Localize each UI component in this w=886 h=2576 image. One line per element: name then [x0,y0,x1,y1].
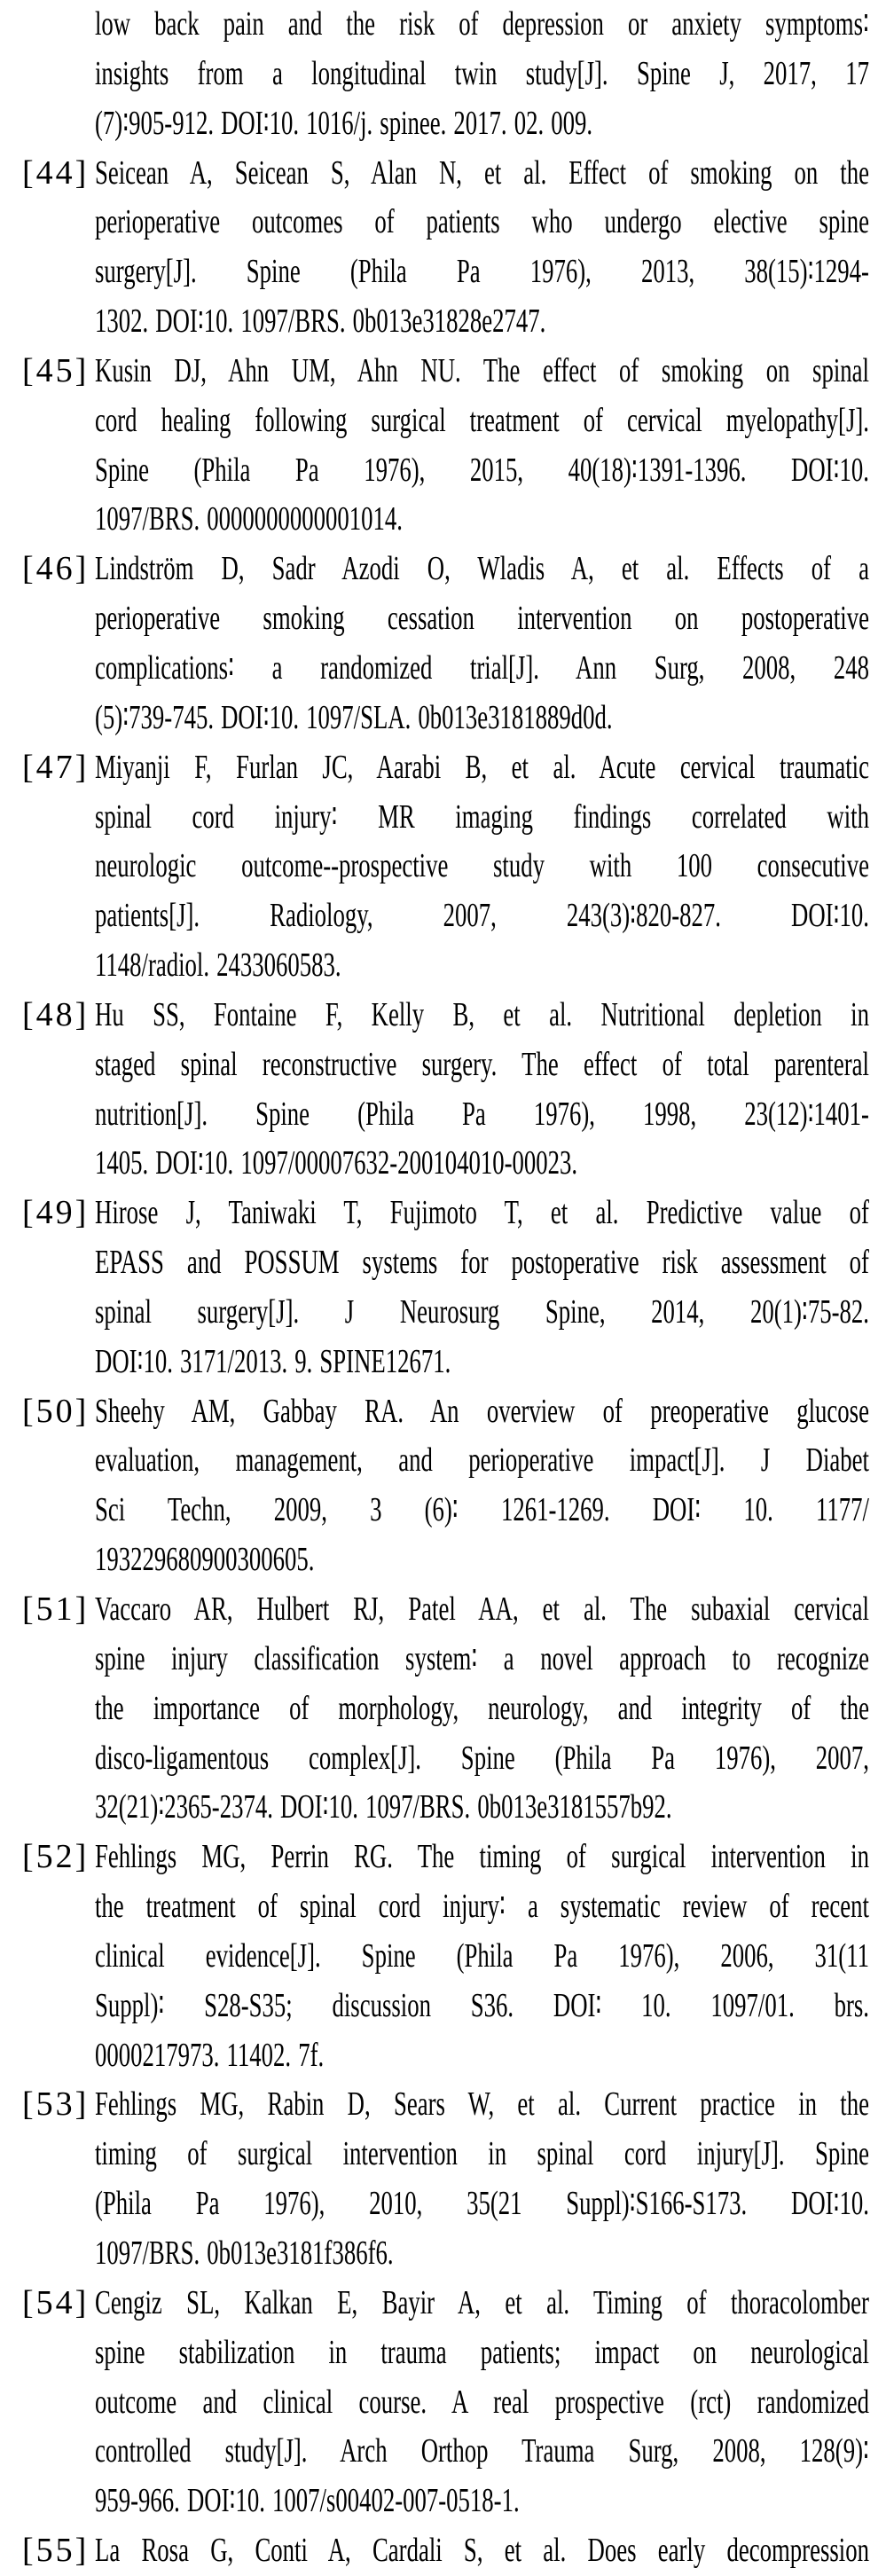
reference-line: surgery[J]. Spine (Phila Pa 1976), 2013, 38(15)∶1294- [95,253,869,291]
reference-entry [0,2526,886,2576]
reference-number: [55] [22,2532,90,2570]
reference-entry [0,2080,886,2278]
reference-line: Hirose J, Taniwaki T, Fujimoto T, et al. Predictive value of [95,1194,869,1232]
reference-line: perioperative outcomes of patients who undergo elective spine [95,203,869,241]
reference-line: the importance of morphology, neurology, and integrity of the [95,1689,869,1727]
reference-line: low back pain and the risk of depression or anxiety symptoms∶ [95,5,869,43]
reference-text [95,1833,869,2080]
reference-line: 1097/BRS. 0b013e3181f386f6. [95,2234,394,2272]
reference-line: clinical evidence[J]. Spine (Phila Pa 1976), 2006, 31(11 [95,1936,869,1975]
reference-line: disco-ligamentous complex[J]. Spine (Phila Pa 1976), 2007, [95,1739,869,1777]
reference-number: [51] [22,1590,90,1628]
reference-line: spinal cord injury∶ MR imaging findings correlated with [95,797,869,836]
reference-text [95,991,869,1189]
reference-line: DOI∶10. 3171/2013. 9. SPINE12671. [95,1342,451,1380]
reference-line: spine stabilization in trauma patients; impact on neurological [95,2333,869,2371]
reference-line: nutrition[J]. Spine (Phila Pa 1976), 1998, 23(12)∶1401- [95,1095,869,1133]
reference-number: [52] [22,1838,90,1876]
reference-text [95,1585,869,1833]
reference-entry [0,1833,886,2080]
reference-line: (Phila Pa 1976), 2010, 35(21 Suppl)∶S166-S173. DOI∶10. [95,2185,869,2223]
reference-line: outcome and clinical course. A real prospective (rct) randomized [95,2383,869,2421]
reference-text [95,2526,869,2576]
reference-line: Seicean A, Seicean S, Alan N, et al. Effect of smoking on the [95,153,869,192]
reference-line: Spine (Phila Pa 1976), 2015, 40(18)∶1391-1396. DOI∶10. [95,451,869,489]
reference-text [95,1189,869,1386]
reference-number: [45] [22,351,90,389]
reference-text [95,743,869,991]
reference-text [95,2279,869,2526]
reference-line: (7)∶905-912. DOI∶10. 1016/j. spinee. 2017. 02. 009. [95,104,593,142]
reference-line: La Rosa G, Conti A, Cardali S, et al. Does early decompression [95,2532,869,2570]
reference-line: staged spinal reconstructive surgery. The effect of total parenteral [95,1045,869,1083]
reference-line: 0000217973. 11402. 7f. [95,2036,325,2074]
reference-line: insights from a longitudinal twin study[J]. Spine J, 2017, 17 [95,54,869,92]
reference-line: Hu SS, Fontaine F, Kelly B, et al. Nutritional depletion in [95,995,869,1033]
reference-number: [48] [22,995,90,1033]
reference-number: [46] [22,550,90,588]
reference-entry [0,545,886,742]
reference-line: EPASS and POSSUM systems for postoperative risk assessment of [95,1244,869,1282]
reference-entry [0,149,886,347]
reference-line: complications∶ a randomized trial[J]. Ann Surg, 2008, 248 [95,648,869,687]
reference-text [95,347,869,545]
reference-line: 1148/radiol. 2433060583. [95,946,341,985]
reference-entry [0,0,886,149]
reference-text [95,2080,869,2278]
reference-line: evaluation, management, and perioperative impact[J]. J Diabet [95,1441,869,1480]
reference-line: Kusin DJ, Ahn UM, Ahn NU. The effect of smoking on spinal [95,351,869,389]
reference-number: [53] [22,2085,90,2124]
reference-line: 32(21)∶2365-2374. DOI∶10. 1097/BRS. 0b013e3181557b92. [95,1788,672,1826]
reference-entry [0,1189,886,1386]
reference-text [95,545,869,742]
reference-line: 1097/BRS. 0000000000001014. [95,500,403,538]
reference-number: [47] [22,748,90,786]
reference-line: Fehlings MG, Rabin D, Sears W, et al. Current practice in the [95,2085,869,2124]
reference-number: [54] [22,2283,90,2321]
reference-entry [0,1585,886,1833]
reference-entry [0,1387,886,1585]
reference-line: timing of surgical intervention in spinal cord injury[J]. Spine [95,2135,869,2173]
reference-entry [0,347,886,545]
reference-line: the treatment of spinal cord injury∶ a systematic review of recent [95,1888,869,1926]
reference-number: [49] [22,1194,90,1232]
reference-line: Cengiz SL, Kalkan E, Bayir A, et al. Timing of thoracolomber [95,2283,869,2321]
reference-line: spinal surgery[J]. J Neurosurg Spine, 2014, 20(1)∶75-82. [95,1292,869,1331]
reference-text [95,149,869,347]
reference-line: Sheehy AM, Gabbay RA. An overview of preoperative glucose [95,1392,869,1430]
reference-entry [0,991,886,1189]
reference-entry [0,743,886,991]
reference-line: 959-966. DOI∶10. 1007/s00402-007-0518-1. [95,2482,520,2520]
reference-number: [50] [22,1392,90,1430]
reference-line: cord healing following surgical treatment of cervical myelopathy[J]. [95,401,869,439]
reference-line: Sci Techn, 2009, 3 (6)∶ 1261-1269. DOI∶ 10. 1177/ [95,1491,869,1529]
reference-line: perioperative smoking cessation intervention on postoperative [95,600,869,638]
reference-line: Lindström D, Sadr Azodi O, Wladis A, et al. Effects of a [95,550,869,588]
reference-line: neurologic outcome--prospective study with 100 consecutive [95,847,869,885]
reference-line: Miyanji F, Furlan JC, Aarabi B, et al. Acute cervical traumatic [95,748,869,786]
reference-line: Fehlings MG, Perrin RG. The timing of surgical intervention in [95,1838,869,1876]
reference-line: spine injury classification system∶ a novel approach to recognize [95,1639,869,1677]
reference-text [95,1387,869,1585]
reference-line: controlled study[J]. Arch Orthop Trauma Surg, 2008, 128(9)∶ [95,2432,869,2470]
reference-line: 193229680900300605. [95,1541,315,1579]
reference-line: 1302. DOI∶10. 1097/BRS. 0b013e31828e2747. [95,302,546,341]
reference-entry [0,2279,886,2526]
reference-line: 1405. DOI∶10. 1097/00007632-200104010-00023. [95,1144,578,1182]
reference-line: (5)∶739-745. DOI∶10. 1097/SLA. 0b013e3181889d0d. [95,698,613,736]
reference-line: patients[J]. Radiology, 2007, 243(3)∶820-827. DOI∶10. [95,897,869,935]
reference-number: [44] [22,153,90,192]
reference-line: Suppl)∶ S28-S35; discussion S36. DOI∶ 10. 1097/01. brs. [95,1986,869,2024]
reference-line: Vaccaro AR, Hulbert RJ, Patel AA, et al. The subaxial cervical [95,1590,869,1628]
reference-text [95,0,869,149]
